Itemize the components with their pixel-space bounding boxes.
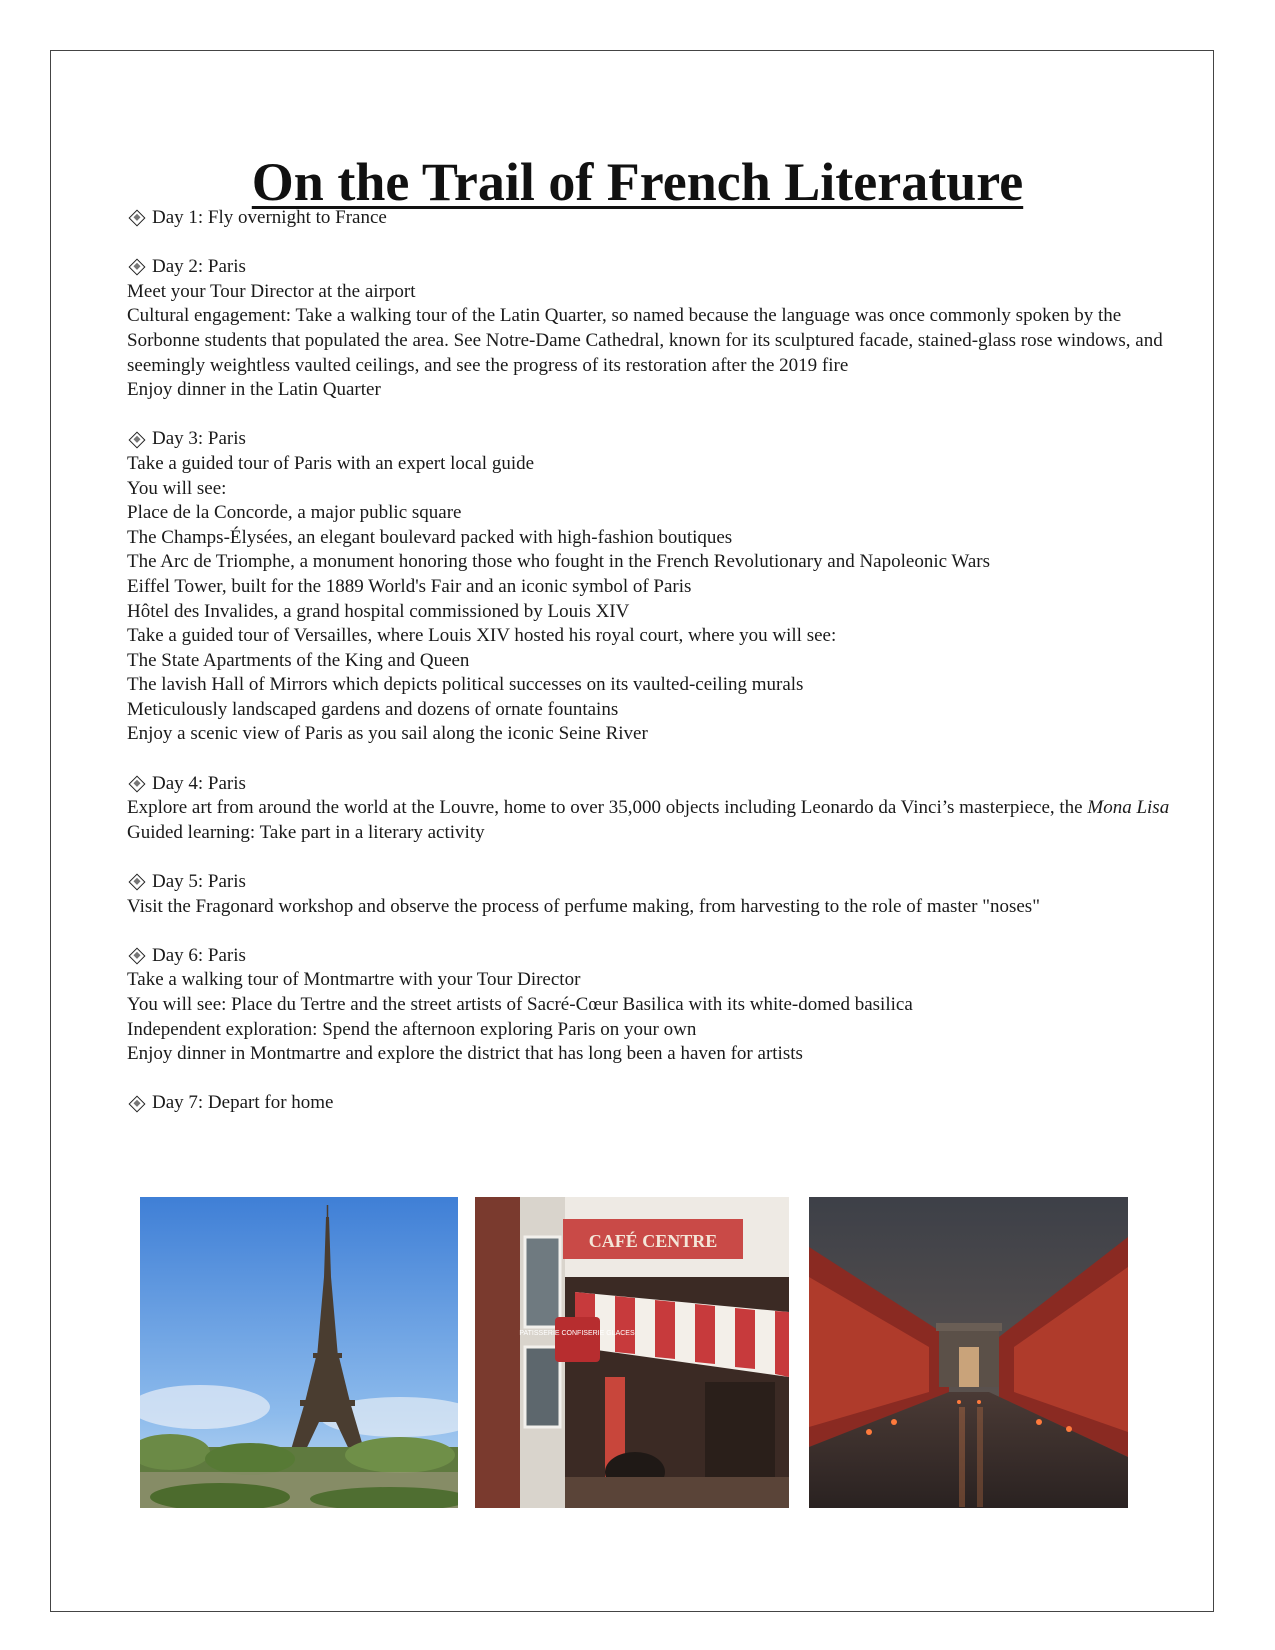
itinerary-line: The State Apartments of the King and Queen <box>127 649 470 671</box>
itinerary-line: Enjoy a scenic view of Paris as you sail along the iconic Seine River <box>127 723 648 745</box>
day-6 <box>127 944 1185 1067</box>
day-heading: Day 4: Paris <box>152 772 246 794</box>
day-5 <box>127 870 1185 919</box>
itinerary-line: You will see: <box>127 477 227 499</box>
itinerary-line: The lavish Hall of Mirrors which depicts political successes on its vaulted-ceiling murals <box>127 674 804 696</box>
page-title: On the Trail of French Literature <box>251 152 1024 213</box>
diamond-bullet-icon <box>129 259 146 276</box>
itinerary-line: Take a guided tour of Versailles, where Louis XIV hosted his royal court, where you will see: <box>127 625 837 647</box>
itinerary-line <box>127 796 1185 821</box>
day-2 <box>127 255 1185 403</box>
itinerary-line: Take a guided tour of Paris with an expert local guide <box>127 452 535 474</box>
paris-cafe-photo <box>475 1197 789 1508</box>
diamond-bullet-icon <box>129 948 146 965</box>
awning-sign-text: PATISSERIE CONFISERIE GLACES <box>519 1330 635 1337</box>
photo-row <box>140 1197 1128 1508</box>
day-heading: Day 3: Paris <box>152 428 246 450</box>
itinerary-line: Place de la Concorde, a major public square <box>127 502 462 524</box>
day-heading: Day 7: Depart for home <box>152 1092 334 1114</box>
itinerary-line: The Champs-Élysées, an elegant boulevard packed with high-fashion boutiques <box>127 526 733 548</box>
diamond-bullet-icon <box>129 210 146 227</box>
diamond-bullet-icon <box>129 431 146 448</box>
itinerary-line: Meticulously landscaped gardens and dozens of ornate fountains <box>127 698 619 720</box>
itinerary-line: Cultural engagement: Take a walking tour of the Latin Quarter, so named because the language was once commonly spoken by the Sorbonne students that populated the area. See Notre-Dame Cathedral, known for its sculptured facade, stained-glass rose windows, and seemingly weightless vaulted ceilings, and see the progress of its restoration after the 2019 fire <box>127 305 1163 376</box>
louvre-text: Explore art from around the world at the Louvre, home to over 35,000 objects including Leonardo da Vinci’s masterpiece, the <box>127 797 1088 819</box>
itinerary-line: Visit the Fragonard workshop and observe the process of perfume making, from harvesting to the role of master "noses" <box>127 895 1040 917</box>
itinerary-line: Hôtel des Invalides, a grand hospital commissioned by Louis XIV <box>127 600 630 622</box>
diamond-bullet-icon <box>129 874 146 891</box>
day-heading: Day 6: Paris <box>152 944 246 966</box>
diamond-bullet-icon <box>129 1095 146 1112</box>
itinerary-line: Independent exploration: Spend the afternoon exploring Paris on your own <box>127 1018 697 1040</box>
itinerary-line: Take a walking tour of Montmartre with your Tour Director <box>127 969 581 991</box>
eiffel-tower-photo <box>140 1197 458 1508</box>
day-4 <box>127 772 1185 846</box>
itinerary-line: Eiffel Tower, built for the 1889 World's Fair and an iconic symbol of Paris <box>127 575 692 597</box>
day-1 <box>127 206 1185 231</box>
cafe-sign-text: CAFÉ CENTRE <box>588 1231 718 1251</box>
itinerary-line: Enjoy dinner in the Latin Quarter <box>127 379 381 401</box>
day-heading: Day 5: Paris <box>152 871 246 893</box>
mona-lisa-title: Mona Lisa <box>1087 797 1170 819</box>
day-heading: Day 1: Fly overnight to France <box>152 207 387 228</box>
itinerary-line: Guided learning: Take part in a literary activity <box>127 821 485 843</box>
arc-de-triomphe-night-photo <box>809 1197 1128 1508</box>
day-3 <box>127 427 1185 747</box>
itinerary-line: Meet your Tour Director at the airport <box>127 280 416 302</box>
day-7 <box>127 1091 1185 1116</box>
itinerary-line: You will see: Place du Tertre and the street artists of Sacré-Cœur Basilica with its white-domed basilica <box>127 994 913 1015</box>
itinerary-line: Enjoy dinner in Montmartre and explore the district that has long been a haven for artists <box>127 1043 803 1065</box>
itinerary <box>127 206 1185 1141</box>
day-heading: Day 2: Paris <box>152 256 246 278</box>
diamond-bullet-icon <box>129 775 146 792</box>
itinerary-line: The Arc de Triomphe, a monument honoring those who fought in the French Revolutionary and Napoleonic Wars <box>127 551 990 573</box>
